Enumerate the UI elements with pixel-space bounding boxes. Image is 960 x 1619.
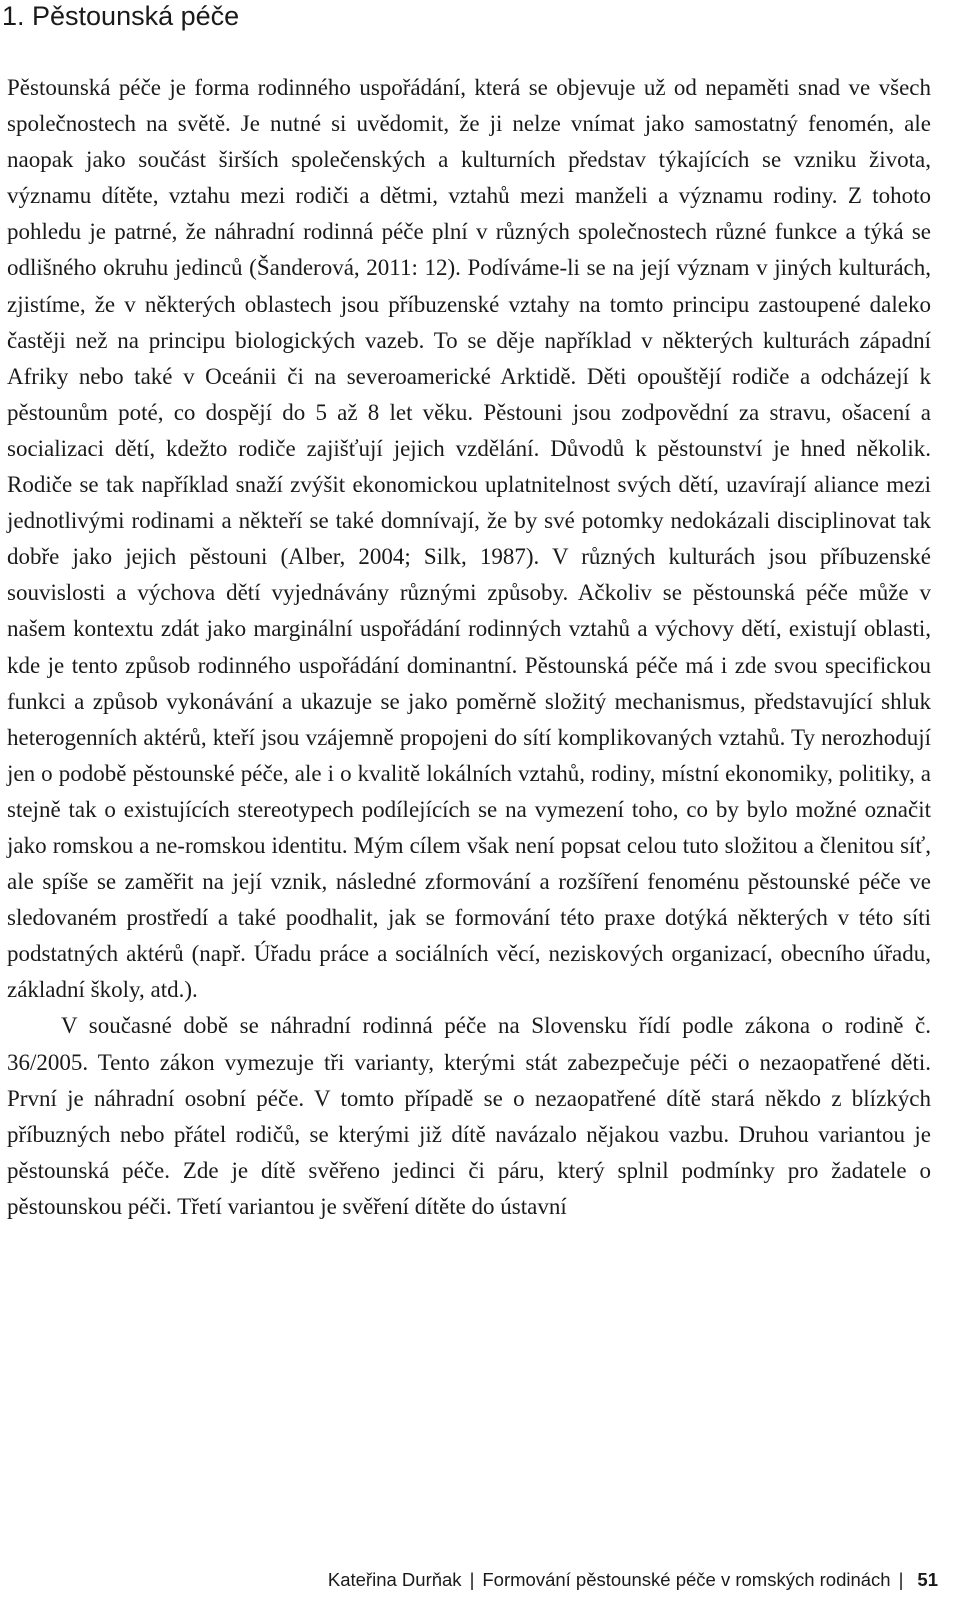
page-footer (328, 1567, 938, 1593)
footer-separator: | (469, 1569, 475, 1590)
section-heading: 1. Pěstounská péče (2, 1, 240, 31)
body-text (7, 70, 931, 1225)
footer-author: Kateřina Durňak (327, 1569, 462, 1590)
page-number: 51 (917, 1569, 938, 1590)
footer-separator-2: | (898, 1569, 904, 1590)
paragraph-2: V současné době se náhradní rodinná péče na Slovensku řídí podle zákona o rodině č. 36/2005. Tento zákon vymezuje tři varianty, kterými stát zabezpečuje péči o nezaopatřené děti. První je náhradní osobní péče. V tomto případě se o nezaopatřené dítě stará někdo z blízkých příbuzných nebo přátel rodičů, se kterými již dítě navázalo nějakou vazbu. Druhou variantou je pěstounská péče. Zde je dítě svěřeno jedinci či páru, který splnil podmínky pro žadatele o pěstounskou péči. Třetí variantou je svěření dítěte do ústavní (7, 1013, 931, 1219)
paragraph-1: Pěstounská péče je forma rodinného uspořádání, která se objevuje už od nepaměti snad ve všech společnostech na světě. Je nutné si uvědomit, že ji nelze vnímat jako samostatný fenomén, ale naopak jako součást širších společenských a kulturních představ týkajících se vzniku života, významu dítěte, vztahu mezi rodiči a dětmi, vztahů mezi manželi a významu rodiny. Z tohoto pohledu je patrné, že náhradní rodinná péče plní v různých společnostech různé funkce a týká se odlišného okruhu jedinců (Šanderová, 2011: 12). Podíváme-li se na její význam v jiných kulturách, zjistíme, že v některých oblastech jsou příbuzenské vztahy na tomto principu zastoupené daleko častěji než na principu biologických vazeb. To se děje například v některých kulturách západní Afriky nebo také v Oceánii či na severoamerické Arktidě. Děti opouštějí rodiče a odcházejí k pěstounům poté, co dospějí do 5 až 8 let věku. Pěstouni jsou zodpovědní za stravu, ošacení a socializaci dětí, kdežto rodiče zajišťují jejich vzdělání. Důvodů k pěstounství je hned několik. Rodiče se tak například snaží zvýšit ekonomickou uplatnitelnost svých dětí, uzavírají aliance mezi jednotlivými rodinami a někteří se také domnívají, že by své potomky nedokázali disciplinovat tak dobře jako jejich pěstouni (Alber, 2004; Silk, 1987). V různých kulturách jsou příbuzenské souvislosti a výchova dětí vyjednávány různými způsoby. Ačkoliv se pěstounská péče může v našem kontextu zdát jako marginální uspořádání rodinných vztahů a výchovy dětí, existují oblasti, kde je tento způsob rodinného uspořádání dominantní. Pěstounská péče má i zde svou specifickou funkci a způsob vykonávání a ukazuje se jako poměrně složitý mechanismus, představující shluk heterogenních aktérů, kteří jsou vzájemně propojeni do sítí komplikovaných vztahů. Ty nerozhodují jen o podobě pěstounské péče, ale i o kvalitě lokálních vztahů, rodiny, místní ekonomiky, politiky, a stejně tak o existujících stereotypech podílejících se na vymezení toho, co by bylo možné označit jako romskou a ne-romskou identitu. Mým cílem však není popsat celou tuto složitou a členitou síť, ale spíše se zaměřit na její vznik, následné zformování a rozšíření fenoménu pěstounské péče ve sledovaném prostředí a také poodhalit, jak se formování této praxe dotýká některých v této síti podstatných aktérů (např. Úřadu práce a sociálních věcí, neziskových organizací, obecního úřadu, základní školy, atd.). (7, 75, 931, 1003)
footer-title: Formování pěstounské péče v romských rodinách (482, 1569, 891, 1590)
